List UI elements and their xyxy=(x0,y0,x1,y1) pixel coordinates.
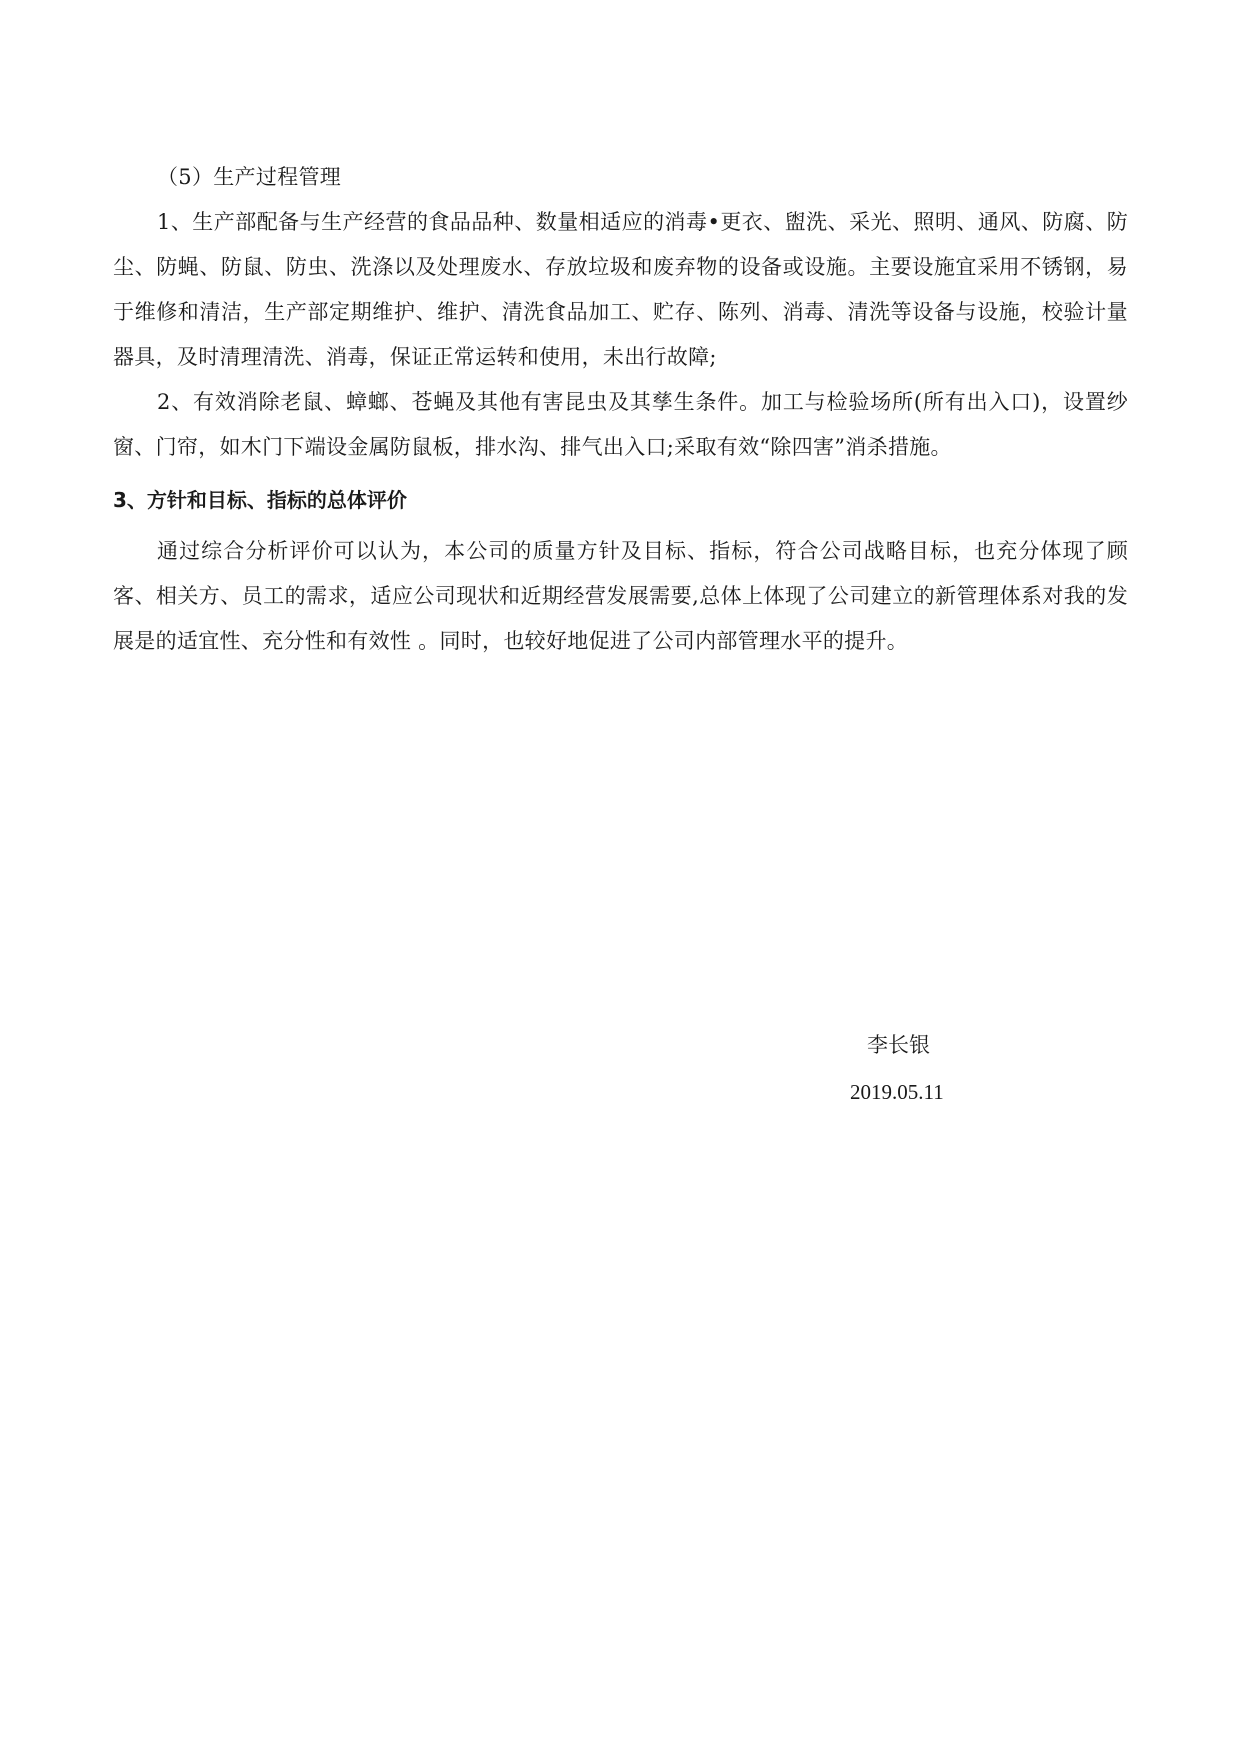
section-title: 3、方针和目标、指标的总体评价 xyxy=(113,488,407,512)
paragraph-evaluation: 通过综合分析评价可以认为，本公司的质量方针及目标、指标，符合公司战略目标，也充分体现了顾客、相关方、员工的需求，适应公司现状和近期经营发展需要,总体上体现了公司建立的新管理体系对我的发展是的适宜性、充分性和有效性 。同时，也较好地促进了公司内部管理水平的提升。 xyxy=(113,539,1128,653)
signature-name: 李长银 xyxy=(867,1033,930,1057)
signature-date: 2019.05.11 xyxy=(850,1080,944,1104)
document-body xyxy=(113,155,1128,664)
paragraph-pest-control: 2、有效消除老鼠、蟑螂、苍蝇及其他有害昆虫及其孳生条件。加工与检验场所(所有出入口)，设置纱窗、门帘，如木门下端设金属防鼠板，排水沟、排气出入口;采取有效“除四害”消杀措施。 xyxy=(113,390,1128,459)
subsection-heading: （5）生产过程管理 xyxy=(157,165,342,189)
paragraph-facilities: 1、生产部配备与生产经营的食品品种、数量相适应的消毒•更衣、盥洗、采光、照明、通风、防腐、防尘、防蝇、防鼠、防虫、洗涤以及处理废水、存放垃圾和废弃物的设备或设施。主要设施宜采用不锈钢，易于维修和清洁，生产部定期维护、维护、清洗食品加工、贮存、陈列、消毒、清洗等设备与设施，校验计量器具，及时清理清洗、消毒，保证正常运转和使用，未出行故障; xyxy=(113,210,1128,369)
